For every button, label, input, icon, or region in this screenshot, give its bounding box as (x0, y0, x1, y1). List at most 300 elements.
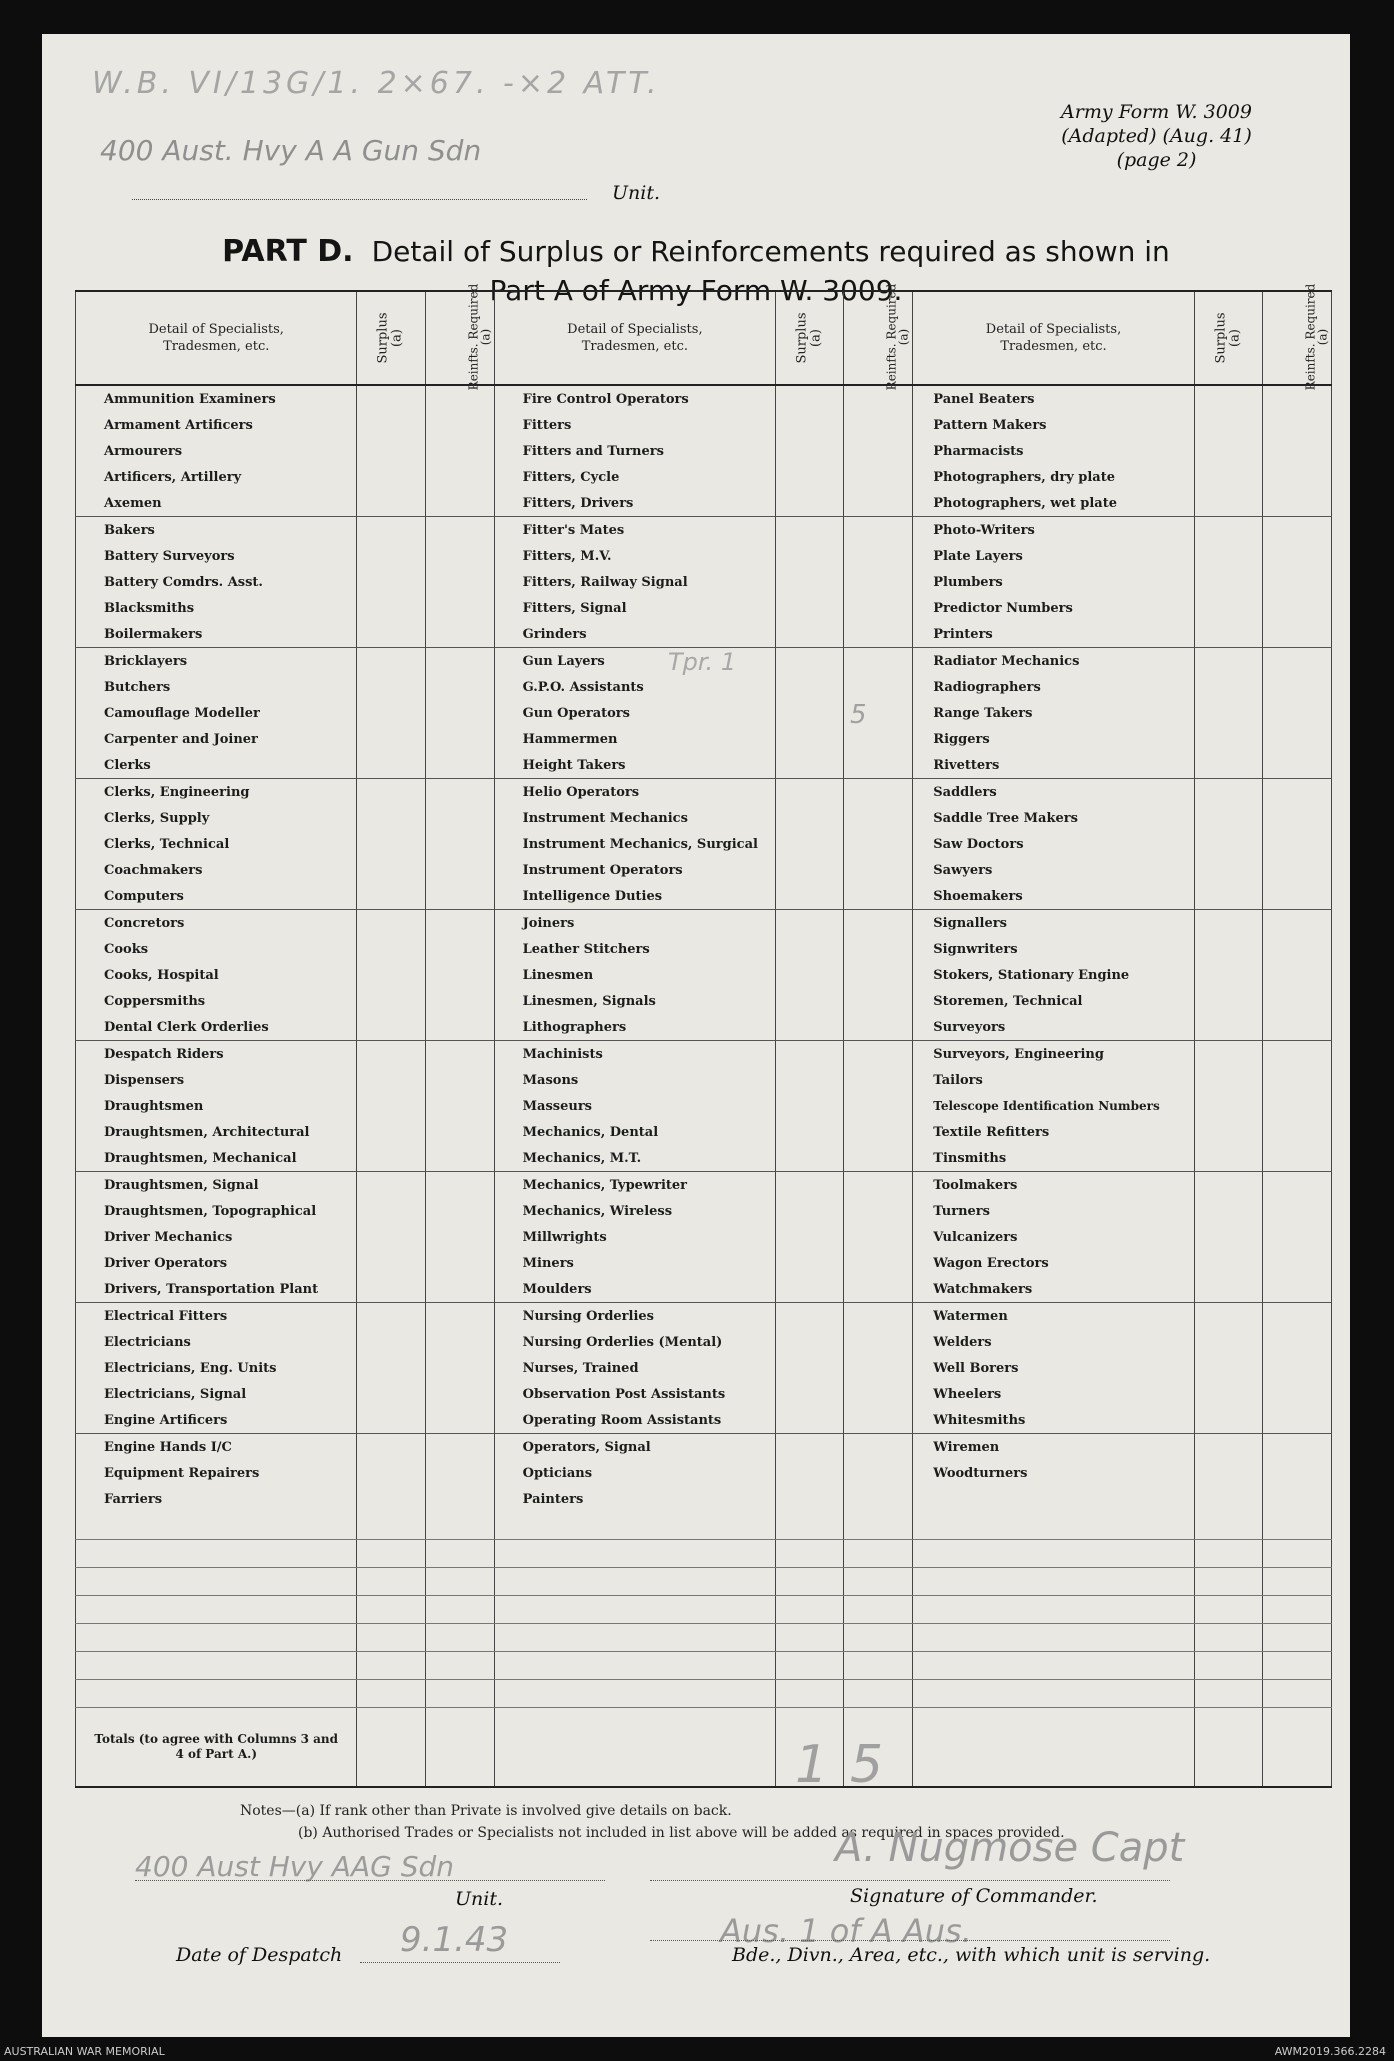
surplus-cell[interactable] (357, 621, 425, 648)
reinforcements-cell[interactable] (844, 1381, 913, 1407)
surplus-cell[interactable] (357, 988, 425, 1014)
blank-cell[interactable] (425, 1568, 494, 1596)
reinforcements-cell[interactable] (844, 438, 913, 464)
blank-cell[interactable] (1262, 1680, 1331, 1708)
surplus-cell[interactable] (357, 831, 425, 857)
surplus-cell[interactable] (357, 1119, 425, 1145)
reinforcements-cell[interactable] (1262, 1172, 1331, 1199)
surplus-cell[interactable] (357, 1460, 425, 1486)
surplus-cell[interactable] (357, 517, 425, 544)
surplus-cell[interactable] (357, 1355, 425, 1381)
reinforcements-cell[interactable] (844, 1198, 913, 1224)
reinforcements-cell[interactable] (844, 517, 913, 544)
surplus-cell[interactable] (776, 464, 844, 490)
reinforcements-cell[interactable] (425, 962, 494, 988)
surplus-cell[interactable] (357, 752, 425, 779)
blank-cell[interactable] (776, 1680, 844, 1708)
reinforcements-cell[interactable] (1262, 648, 1331, 675)
surplus-cell[interactable] (1194, 1276, 1262, 1303)
blank-cell[interactable] (844, 1540, 913, 1568)
surplus-cell[interactable] (776, 543, 844, 569)
reinforcements-cell[interactable] (1262, 1041, 1331, 1068)
reinforcements-cell[interactable] (1262, 1250, 1331, 1276)
blank-cell[interactable] (1262, 1652, 1331, 1680)
reinforcements-cell[interactable] (844, 648, 913, 675)
blank-cell[interactable] (1262, 1512, 1331, 1540)
reinforcements-cell[interactable] (844, 1145, 913, 1172)
blank-cell[interactable] (776, 1596, 844, 1624)
surplus-cell[interactable] (776, 490, 844, 517)
blank-cell[interactable] (913, 1568, 1194, 1596)
surplus-cell[interactable] (357, 910, 425, 937)
surplus-cell[interactable] (776, 857, 844, 883)
blank-cell[interactable] (844, 1512, 913, 1540)
reinforcements-cell[interactable] (425, 1460, 494, 1486)
surplus-cell[interactable] (776, 962, 844, 988)
surplus-cell[interactable] (776, 1460, 844, 1486)
reinforcements-cell[interactable] (425, 936, 494, 962)
surplus-cell[interactable] (1194, 569, 1262, 595)
surplus-cell[interactable] (1194, 726, 1262, 752)
reinforcements-cell[interactable] (1262, 1434, 1331, 1461)
surplus-cell[interactable] (776, 1355, 844, 1381)
reinforcements-cell[interactable] (425, 1355, 494, 1381)
blank-cell[interactable] (1194, 1568, 1262, 1596)
surplus-cell[interactable] (357, 543, 425, 569)
reinforcements-cell[interactable] (425, 1041, 494, 1068)
blank-cell[interactable] (494, 1512, 775, 1540)
blank-cell[interactable] (357, 1680, 425, 1708)
blank-cell[interactable] (1194, 1596, 1262, 1624)
surplus-cell[interactable] (1194, 752, 1262, 779)
surplus-cell[interactable] (1194, 464, 1262, 490)
surplus-cell[interactable] (357, 1067, 425, 1093)
surplus-cell[interactable] (1194, 910, 1262, 937)
blank-cell[interactable] (357, 1568, 425, 1596)
blank-cell[interactable] (1194, 1652, 1262, 1680)
reinforcements-cell[interactable] (844, 621, 913, 648)
surplus-cell[interactable] (776, 1303, 844, 1330)
surplus-cell[interactable] (1194, 805, 1262, 831)
surplus-cell[interactable] (1194, 1486, 1262, 1512)
blank-cell[interactable] (494, 1652, 775, 1680)
blank-cell[interactable] (494, 1680, 775, 1708)
blank-cell[interactable] (1262, 1624, 1331, 1652)
blank-cell[interactable] (494, 1624, 775, 1652)
reinforcements-cell[interactable] (1262, 1486, 1331, 1512)
surplus-cell[interactable] (1194, 1067, 1262, 1093)
surplus-cell[interactable] (1194, 857, 1262, 883)
reinforcements-cell[interactable] (1262, 621, 1331, 648)
reinforcements-cell[interactable] (844, 779, 913, 806)
blank-cell[interactable] (1194, 1512, 1262, 1540)
reinforcements-cell[interactable] (1262, 962, 1331, 988)
surplus-cell[interactable] (357, 1486, 425, 1512)
blank-cell[interactable] (844, 1596, 913, 1624)
blank-cell[interactable] (494, 1596, 775, 1624)
reinforcements-cell[interactable] (844, 1460, 913, 1486)
reinforcements-cell[interactable] (425, 1014, 494, 1041)
surplus-cell[interactable] (1194, 621, 1262, 648)
reinforcements-cell[interactable] (1262, 412, 1331, 438)
surplus-cell[interactable] (357, 1407, 425, 1434)
reinforcements-cell[interactable] (844, 1067, 913, 1093)
surplus-cell[interactable] (776, 752, 844, 779)
surplus-cell[interactable] (357, 1041, 425, 1068)
reinforcements-cell[interactable] (425, 857, 494, 883)
reinforcements-cell[interactable] (1262, 517, 1331, 544)
reinforcements-cell[interactable] (425, 1250, 494, 1276)
reinforcements-cell[interactable] (844, 1303, 913, 1330)
surplus-cell[interactable] (357, 674, 425, 700)
reinforcements-cell[interactable] (425, 1303, 494, 1330)
blank-cell[interactable] (76, 1540, 357, 1568)
reinforcements-cell[interactable] (1262, 1407, 1331, 1434)
blank-cell[interactable] (425, 1596, 494, 1624)
reinforcements-cell[interactable] (1262, 1067, 1331, 1093)
surplus-cell[interactable] (357, 1434, 425, 1461)
reinforcements-cell[interactable] (844, 569, 913, 595)
surplus-cell[interactable] (776, 1172, 844, 1199)
blank-cell[interactable] (357, 1512, 425, 1540)
reinforcements-cell[interactable] (1262, 988, 1331, 1014)
blank-cell[interactable] (913, 1680, 1194, 1708)
blank-cell[interactable] (776, 1624, 844, 1652)
reinforcements-cell[interactable] (1262, 1276, 1331, 1303)
reinforcements-cell[interactable] (425, 1434, 494, 1461)
blank-cell[interactable] (913, 1624, 1194, 1652)
reinforcements-cell[interactable] (844, 1014, 913, 1041)
blank-cell[interactable] (425, 1512, 494, 1540)
reinforcements-cell[interactable] (1262, 1355, 1331, 1381)
reinforcements-cell[interactable] (844, 1093, 913, 1119)
reinforcements-cell[interactable] (425, 412, 494, 438)
reinforcements-cell[interactable] (425, 674, 494, 700)
surplus-cell[interactable] (1194, 1119, 1262, 1145)
reinforcements-cell[interactable] (425, 464, 494, 490)
surplus-cell[interactable] (1194, 412, 1262, 438)
reinforcements-cell[interactable] (1262, 910, 1331, 937)
reinforcements-cell[interactable] (844, 752, 913, 779)
surplus-cell[interactable] (1194, 674, 1262, 700)
reinforcements-cell[interactable] (1262, 1460, 1331, 1486)
blank-cell[interactable] (76, 1596, 357, 1624)
surplus-cell[interactable] (357, 857, 425, 883)
surplus-cell[interactable] (357, 1093, 425, 1119)
reinforcements-cell[interactable] (1262, 700, 1331, 726)
surplus-cell[interactable] (357, 1329, 425, 1355)
surplus-cell[interactable] (1194, 490, 1262, 517)
blank-cell[interactable] (425, 1652, 494, 1680)
surplus-cell[interactable] (357, 883, 425, 910)
totals-cell[interactable] (357, 1708, 425, 1788)
reinforcements-cell[interactable] (844, 1486, 913, 1512)
totals-cell[interactable] (913, 1708, 1194, 1788)
reinforcements-cell[interactable] (844, 831, 913, 857)
surplus-cell[interactable] (1194, 438, 1262, 464)
reinforcements-cell[interactable] (425, 517, 494, 544)
surplus-cell[interactable] (357, 569, 425, 595)
surplus-cell[interactable] (1194, 1434, 1262, 1461)
blank-cell[interactable] (357, 1540, 425, 1568)
reinforcements-cell[interactable] (1262, 1381, 1331, 1407)
surplus-cell[interactable] (776, 1041, 844, 1068)
surplus-cell[interactable] (357, 805, 425, 831)
blank-cell[interactable] (1262, 1540, 1331, 1568)
reinforcements-cell[interactable] (1262, 1329, 1331, 1355)
blank-cell[interactable] (494, 1540, 775, 1568)
surplus-cell[interactable] (776, 726, 844, 752)
surplus-cell[interactable] (1194, 1355, 1262, 1381)
reinforcements-cell[interactable] (844, 1041, 913, 1068)
blank-cell[interactable] (357, 1596, 425, 1624)
blank-cell[interactable] (776, 1540, 844, 1568)
reinforcements-cell[interactable] (844, 1329, 913, 1355)
blank-cell[interactable] (425, 1680, 494, 1708)
reinforcements-cell[interactable] (425, 805, 494, 831)
surplus-cell[interactable] (776, 1067, 844, 1093)
reinforcements-cell[interactable] (425, 543, 494, 569)
surplus-cell[interactable] (1194, 1329, 1262, 1355)
reinforcements-cell[interactable] (425, 1381, 494, 1407)
surplus-cell[interactable] (1194, 1407, 1262, 1434)
surplus-cell[interactable] (776, 438, 844, 464)
surplus-cell[interactable] (357, 1172, 425, 1199)
blank-cell[interactable] (1194, 1680, 1262, 1708)
surplus-cell[interactable] (776, 910, 844, 937)
reinforcements-cell[interactable] (844, 1276, 913, 1303)
surplus-cell[interactable] (776, 805, 844, 831)
reinforcements-cell[interactable] (844, 988, 913, 1014)
surplus-cell[interactable] (357, 490, 425, 517)
surplus-cell[interactable] (1194, 517, 1262, 544)
surplus-cell[interactable] (1194, 385, 1262, 412)
surplus-cell[interactable] (1194, 1303, 1262, 1330)
surplus-cell[interactable] (776, 1250, 844, 1276)
surplus-cell[interactable] (776, 1276, 844, 1303)
surplus-cell[interactable] (1194, 883, 1262, 910)
surplus-cell[interactable] (1194, 1381, 1262, 1407)
surplus-cell[interactable] (776, 779, 844, 806)
surplus-cell[interactable] (357, 438, 425, 464)
blank-cell[interactable] (357, 1652, 425, 1680)
reinforcements-cell[interactable] (425, 910, 494, 937)
totals-cell[interactable] (425, 1708, 494, 1788)
surplus-cell[interactable] (776, 648, 844, 675)
blank-cell[interactable] (913, 1596, 1194, 1624)
reinforcements-cell[interactable] (425, 883, 494, 910)
reinforcements-cell[interactable] (844, 464, 913, 490)
blank-cell[interactable] (844, 1680, 913, 1708)
reinforcements-cell[interactable] (425, 752, 494, 779)
surplus-cell[interactable] (776, 1329, 844, 1355)
reinforcements-cell[interactable] (1262, 726, 1331, 752)
surplus-cell[interactable] (1194, 1014, 1262, 1041)
reinforcements-cell[interactable] (844, 1224, 913, 1250)
surplus-cell[interactable] (776, 1407, 844, 1434)
reinforcements-cell[interactable] (844, 883, 913, 910)
reinforcements-cell[interactable] (844, 543, 913, 569)
reinforcements-cell[interactable] (1262, 1119, 1331, 1145)
reinforcements-cell[interactable] (844, 936, 913, 962)
reinforcements-cell[interactable] (425, 1329, 494, 1355)
surplus-cell[interactable] (357, 1276, 425, 1303)
reinforcements-cell[interactable] (844, 1250, 913, 1276)
reinforcements-cell[interactable] (425, 438, 494, 464)
reinforcements-cell[interactable] (425, 648, 494, 675)
blank-cell[interactable] (844, 1624, 913, 1652)
reinforcements-cell[interactable] (1262, 805, 1331, 831)
surplus-cell[interactable] (357, 595, 425, 621)
reinforcements-cell[interactable] (844, 1119, 913, 1145)
surplus-cell[interactable] (1194, 962, 1262, 988)
blank-cell[interactable] (913, 1540, 1194, 1568)
reinforcements-cell[interactable] (425, 726, 494, 752)
surplus-cell[interactable] (776, 1093, 844, 1119)
surplus-cell[interactable] (357, 648, 425, 675)
surplus-cell[interactable] (357, 1224, 425, 1250)
surplus-cell[interactable] (776, 674, 844, 700)
blank-cell[interactable] (1262, 1596, 1331, 1624)
surplus-cell[interactable] (1194, 936, 1262, 962)
surplus-cell[interactable] (776, 1486, 844, 1512)
surplus-cell[interactable] (357, 779, 425, 806)
reinforcements-cell[interactable] (844, 910, 913, 937)
blank-cell[interactable] (913, 1652, 1194, 1680)
blank-cell[interactable] (76, 1624, 357, 1652)
surplus-cell[interactable] (776, 1434, 844, 1461)
reinforcements-cell[interactable] (844, 1172, 913, 1199)
surplus-cell[interactable] (1194, 1172, 1262, 1199)
blank-cell[interactable] (776, 1652, 844, 1680)
surplus-cell[interactable] (776, 1198, 844, 1224)
surplus-cell[interactable] (1194, 1198, 1262, 1224)
reinforcements-cell[interactable] (425, 1276, 494, 1303)
reinforcements-cell[interactable] (1262, 464, 1331, 490)
surplus-cell[interactable] (1194, 648, 1262, 675)
reinforcements-cell[interactable] (1262, 1198, 1331, 1224)
reinforcements-cell[interactable] (425, 1224, 494, 1250)
blank-cell[interactable] (1194, 1540, 1262, 1568)
surplus-cell[interactable] (357, 385, 425, 412)
surplus-cell[interactable] (357, 1381, 425, 1407)
reinforcements-cell[interactable] (425, 700, 494, 726)
surplus-cell[interactable] (357, 412, 425, 438)
reinforcements-cell[interactable] (1262, 490, 1331, 517)
totals-cell[interactable] (1262, 1708, 1331, 1788)
reinforcements-cell[interactable] (1262, 857, 1331, 883)
reinforcements-cell[interactable] (1262, 936, 1331, 962)
reinforcements-cell[interactable] (425, 1198, 494, 1224)
reinforcements-cell[interactable] (1262, 674, 1331, 700)
blank-cell[interactable] (76, 1680, 357, 1708)
surplus-cell[interactable] (776, 936, 844, 962)
reinforcements-cell[interactable] (425, 1093, 494, 1119)
reinforcements-cell[interactable] (1262, 569, 1331, 595)
surplus-cell[interactable] (1194, 1145, 1262, 1172)
surplus-cell[interactable] (776, 385, 844, 412)
surplus-cell[interactable] (776, 1014, 844, 1041)
blank-cell[interactable] (76, 1512, 357, 1540)
surplus-cell[interactable] (776, 412, 844, 438)
reinforcements-cell[interactable] (844, 490, 913, 517)
reinforcements-cell[interactable] (1262, 1224, 1331, 1250)
reinforcements-cell[interactable] (1262, 831, 1331, 857)
blank-cell[interactable] (76, 1568, 357, 1596)
totals-cell[interactable] (494, 1708, 775, 1788)
surplus-cell[interactable] (776, 1145, 844, 1172)
reinforcements-cell[interactable] (844, 962, 913, 988)
surplus-cell[interactable] (776, 1224, 844, 1250)
blank-cell[interactable] (1194, 1624, 1262, 1652)
blank-cell[interactable] (425, 1624, 494, 1652)
surplus-cell[interactable] (1194, 595, 1262, 621)
reinforcements-cell[interactable] (1262, 779, 1331, 806)
blank-cell[interactable] (357, 1624, 425, 1652)
reinforcements-cell[interactable] (1262, 752, 1331, 779)
reinforcements-cell[interactable] (1262, 1014, 1331, 1041)
surplus-cell[interactable] (776, 595, 844, 621)
surplus-cell[interactable] (776, 831, 844, 857)
reinforcements-cell[interactable] (844, 595, 913, 621)
surplus-cell[interactable] (776, 988, 844, 1014)
reinforcements-cell[interactable] (425, 1145, 494, 1172)
blank-cell[interactable] (494, 1568, 775, 1596)
surplus-cell[interactable] (1194, 1041, 1262, 1068)
blank-cell[interactable] (844, 1652, 913, 1680)
surplus-cell[interactable] (357, 1303, 425, 1330)
surplus-cell[interactable] (357, 726, 425, 752)
surplus-cell[interactable] (1194, 831, 1262, 857)
reinforcements-cell[interactable] (425, 569, 494, 595)
reinforcements-cell[interactable] (1262, 438, 1331, 464)
reinforcements-cell[interactable] (844, 805, 913, 831)
surplus-cell[interactable] (1194, 1093, 1262, 1119)
surplus-cell[interactable] (357, 962, 425, 988)
reinforcements-cell[interactable] (844, 1434, 913, 1461)
surplus-cell[interactable] (357, 1198, 425, 1224)
reinforcements-cell[interactable] (844, 1355, 913, 1381)
blank-cell[interactable] (776, 1568, 844, 1596)
reinforcements-cell[interactable] (1262, 1303, 1331, 1330)
reinforcements-cell[interactable] (844, 1407, 913, 1434)
reinforcements-cell[interactable] (425, 595, 494, 621)
reinforcements-cell[interactable] (425, 621, 494, 648)
surplus-cell[interactable] (776, 700, 844, 726)
reinforcements-cell[interactable] (425, 779, 494, 806)
reinforcements-cell[interactable] (425, 831, 494, 857)
blank-cell[interactable] (425, 1540, 494, 1568)
reinforcements-cell[interactable] (1262, 883, 1331, 910)
surplus-cell[interactable] (357, 1250, 425, 1276)
surplus-cell[interactable] (1194, 988, 1262, 1014)
surplus-cell[interactable] (776, 621, 844, 648)
blank-cell[interactable] (76, 1652, 357, 1680)
surplus-cell[interactable] (1194, 1460, 1262, 1486)
blank-cell[interactable] (776, 1512, 844, 1540)
blank-cell[interactable] (913, 1512, 1194, 1540)
surplus-cell[interactable] (357, 464, 425, 490)
surplus-cell[interactable] (357, 1014, 425, 1041)
surplus-cell[interactable] (357, 936, 425, 962)
blank-cell[interactable] (844, 1568, 913, 1596)
reinforcements-cell[interactable] (425, 1172, 494, 1199)
surplus-cell[interactable] (1194, 543, 1262, 569)
surplus-cell[interactable] (1194, 779, 1262, 806)
totals-cell[interactable] (1194, 1708, 1262, 1788)
reinforcements-cell[interactable] (844, 412, 913, 438)
reinforcements-cell[interactable] (425, 490, 494, 517)
